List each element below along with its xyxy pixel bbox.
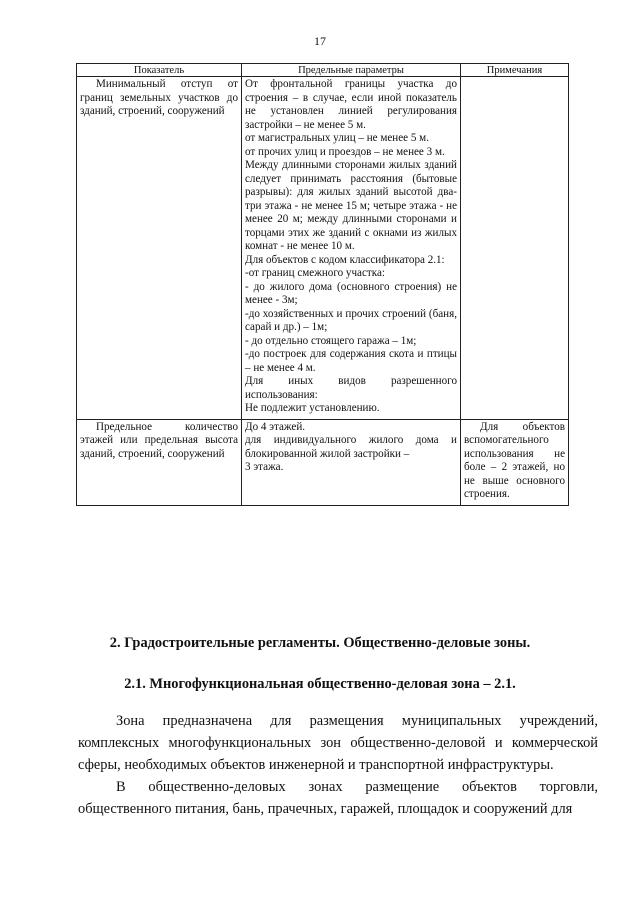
param-line: Для иных видов разрешенного использования: xyxy=(245,375,457,401)
param-line: Между длинными сторонами жилых зданий следует принимать расстояния (бытовые разрывы): для жилых зданий высотой два-три этажа - не менее 15 м; четыре этажа - не менее 20 м; между длинными сторонами и торцами этих же зданий с окнами из жилых комнат - не менее 10 м. xyxy=(245,159,457,252)
param-line: До 4 этажей. xyxy=(245,420,306,433)
header-indicator: Показатель xyxy=(77,64,242,77)
paragraph: В общественно-деловых зонах размещение объектов торговли, общественного питания, бань, прачечных, гаражей, площадок и сооружений для xyxy=(78,779,598,817)
row2-params-cell xyxy=(242,419,461,505)
param-line: -до хозяйственных и прочих строений (баня, сарай и др.) – 1м; xyxy=(245,307,457,333)
param-line: для индивидуального жилого дома и блокированной жилой застройки – xyxy=(245,434,457,460)
param-line: -от границ смежного участка: xyxy=(245,267,385,279)
table-header-row xyxy=(77,64,569,77)
section-heading: 2. Градостроительные регламенты. Общественно-деловые зоны. xyxy=(109,635,531,651)
param-line: от прочих улиц и проездов – не менее 3 м. xyxy=(245,145,445,158)
row1-indicator-cell: Минимальный отступ от границ земельных участков до зданий, строений, сооружений xyxy=(77,77,242,420)
header-notes: Примечания xyxy=(461,64,569,77)
regulations-table xyxy=(76,63,569,506)
table-row xyxy=(77,77,569,420)
param-line: -до построек для содержания скота и птицы – не менее 4 м. xyxy=(245,348,457,374)
row1-notes-cell xyxy=(461,77,569,420)
param-line: от магистральных улиц – не менее 5 м. xyxy=(245,132,429,144)
param-line: Для объектов с кодом классификатора 2.1: xyxy=(245,253,445,266)
param-line: От фронтальной границы участка до строения – в случае, если иной показатель не установлен линией регулирования застройки – не менее 5 м. xyxy=(245,78,457,131)
param-line: - до отдельно стоящего гаража – 1м; xyxy=(245,334,417,347)
row2-indicator-cell: Предельное количество этажей или предельная высота зданий, строений, сооружений xyxy=(77,419,242,505)
page-number: 17 xyxy=(314,34,326,48)
paragraph: Зона предназначена для размещения муниципальных учреждений, комплексных многофункциональных зон общественно-деловой и коммерческой сферы, необходимых объектов инженерной и транспортной инфраструктуры. xyxy=(78,713,598,773)
row2-notes-cell: Для объектов вспомогательного использования не боле – 2 этажей, но не выше основного строения. xyxy=(461,419,569,505)
table-row xyxy=(77,419,569,505)
param-line: Не подлежит установлению. xyxy=(245,402,380,414)
row1-params-cell xyxy=(242,77,461,420)
header-limit-params: Предельные параметры xyxy=(242,64,461,77)
param-line: - до жилого дома (основного строения) не менее - 3м; xyxy=(245,280,457,306)
param-line: 3 этажа. xyxy=(245,461,284,473)
subsection-heading: 2.1. Многофункциональная общественно-деловая зона – 2.1. xyxy=(124,676,516,692)
